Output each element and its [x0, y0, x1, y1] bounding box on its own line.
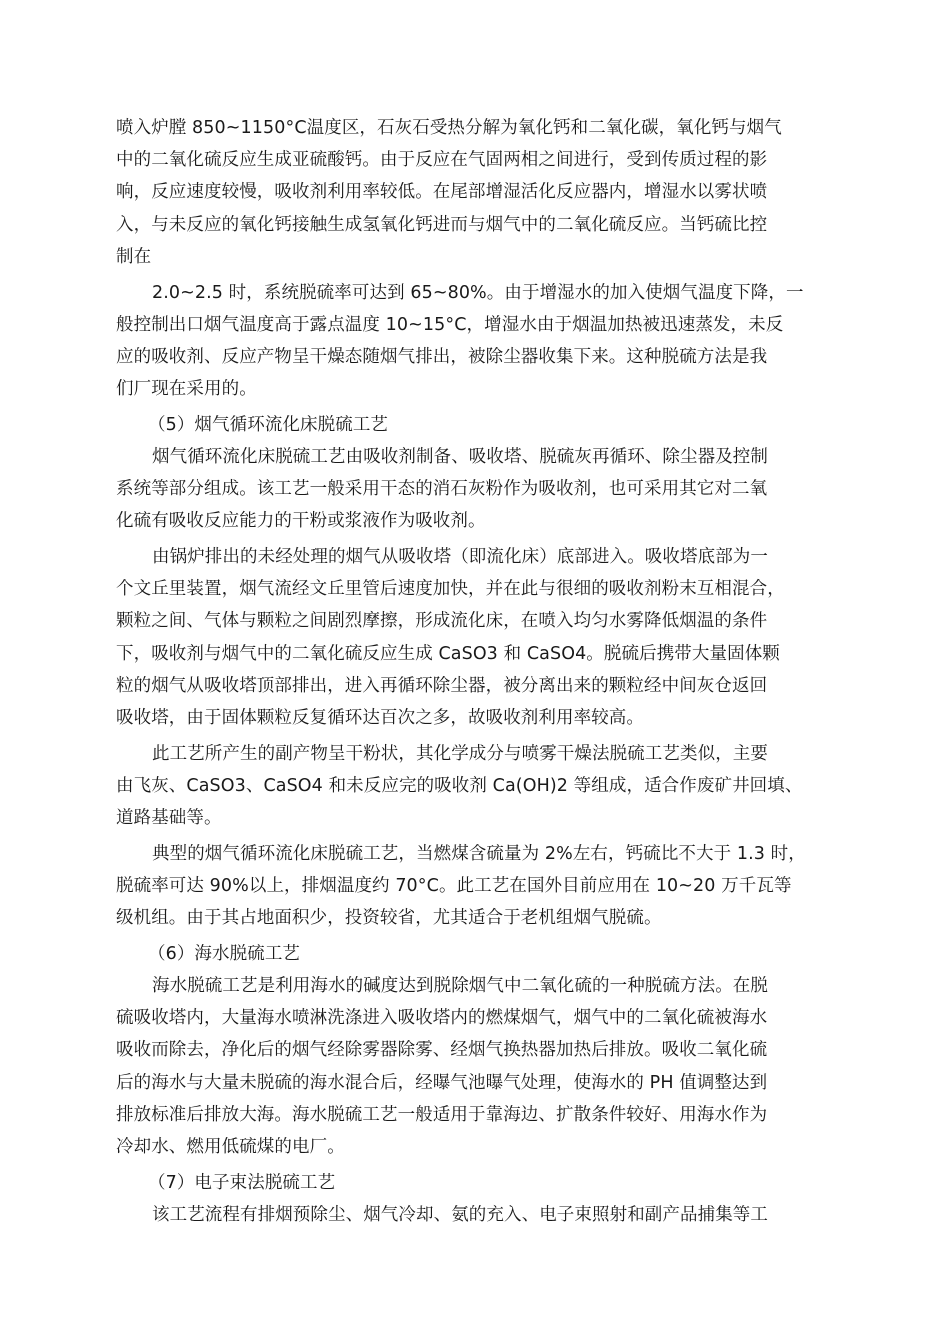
text-line: 2.0~2.5 时，系统脱硫率可达到 65~80%。由于增湿水的加入使烟气温度下降，一 — [152, 283, 804, 303]
text-line: 由飞灰、CaSO3、CaSO4 和未反应完的吸收剂 Ca(OH)2 等组成，适合作废矿井回填、 — [116, 776, 803, 796]
text-line: 制在 — [116, 247, 152, 267]
text-line: 响，反应速度较慢，吸收剂利用率较低。在尾部增湿活化反应器内，增湿水以雾状喷 — [116, 182, 768, 202]
section-heading: （5）烟气循环流化床脱硫工艺 — [148, 415, 389, 435]
text-line: 下，吸收剂与烟气中的二氧化硫反应生成 CaSO3 和 CaSO4。脱硫后携带大量固体颗 — [116, 644, 780, 664]
text-line: 般控制出口烟气温度高于露点温度 10~15°C，增湿水由于烟温加热被迅速蒸发，未反 — [116, 315, 784, 335]
text-line: 冷却水、燃用低硫煤的电厂。 — [116, 1137, 345, 1157]
text-line: 化硫有吸收反应能力的干粉或浆液作为吸收剂。 — [116, 511, 486, 531]
text-line: 排放标准后排放大海。海水脱硫工艺一般适用于靠海边、扩散条件较好、用海水作为 — [116, 1105, 768, 1125]
text-line: 脱硫率可达 90%以上，排烟温度约 70°C。此工艺在国外目前应用在 10~20 万千瓦等 — [116, 876, 792, 896]
section-heading: （6）海水脱硫工艺 — [148, 944, 301, 964]
text-line: 由锅炉排出的未经处理的烟气从吸收塔（即流化床）底部进入。吸收塔底部为一 — [152, 547, 768, 567]
text-line: 吸收塔，由于固体颗粒反复循环达百次之多，故吸收剂利用率较高。 — [116, 708, 644, 728]
text-line: 应的吸收剂、反应产物呈干燥态随烟气排出，被除尘器收集下来。这种脱硫方法是我 — [116, 347, 768, 367]
text-line: 喷入炉膛 850~1150°C温度区，石灰石受热分解为氧化钙和二氧化碳，氧化钙与烟气 — [116, 118, 782, 138]
text-line: 此工艺所产生的副产物呈干粉状，其化学成分与喷雾干燥法脱硫工艺类似，主要 — [152, 744, 768, 764]
text-line: 中的二氧化硫反应生成亚硫酸钙。由于反应在气固两相之间进行，受到传质过程的影 — [116, 150, 768, 170]
text-line: 级机组。由于其占地面积少，投资较省，尤其适合于老机组烟气脱硫。 — [116, 908, 662, 928]
text-line: 烟气循环流化床脱硫工艺由吸收剂制备、吸收塔、脱硫灰再循环、除尘器及控制 — [152, 447, 768, 467]
text-line: 该工艺流程有排烟预除尘、烟气冷却、氨的充入、电子束照射和副产品捕集等工 — [152, 1205, 768, 1225]
text-line: 道路基础等。 — [116, 808, 222, 828]
text-line: 们厂现在采用的。 — [116, 379, 257, 399]
section-heading: （7）电子束法脱硫工艺 — [148, 1173, 336, 1193]
text-line: 海水脱硫工艺是利用海水的碱度达到脱除烟气中二氧化硫的一种脱硫方法。在脱 — [152, 976, 768, 996]
text-line: 颗粒之间、气体与颗粒之间剧烈摩擦，形成流化床，在喷入均匀水雾降低烟温的条件 — [116, 611, 768, 631]
text-line: 粒的烟气从吸收塔顶部排出，进入再循环除尘器，被分离出来的颗粒经中间灰仓返回 — [116, 676, 768, 696]
text-line: 吸收而除去，净化后的烟气经除雾器除雾、经烟气换热器加热后排放。吸收二氧化硫 — [116, 1040, 768, 1060]
text-line: 个文丘里装置，烟气流经文丘里管后速度加快，并在此与很细的吸收剂粉末互相混合， — [116, 579, 785, 599]
text-line: 硫吸收塔内，大量海水喷淋洗涤进入吸收塔内的燃煤烟气，烟气中的二氧化硫被海水 — [116, 1008, 768, 1028]
text-line: 典型的烟气循环流化床脱硫工艺，当燃煤含硫量为 2%左右，钙硫比不大于 1.3 时， — [152, 844, 806, 864]
text-line: 系统等部分组成。该工艺一般采用干态的消石灰粉作为吸收剂，也可采用其它对二氧 — [116, 479, 768, 499]
text-line: 后的海水与大量未脱硫的海水混合后，经曝气池曝气处理，使海水的 PH 值调整达到 — [116, 1073, 768, 1093]
text-line: 入，与未反应的氧化钙接触生成氢氧化钙进而与烟气中的二氧化硫反应。当钙硫比控 — [116, 215, 768, 235]
